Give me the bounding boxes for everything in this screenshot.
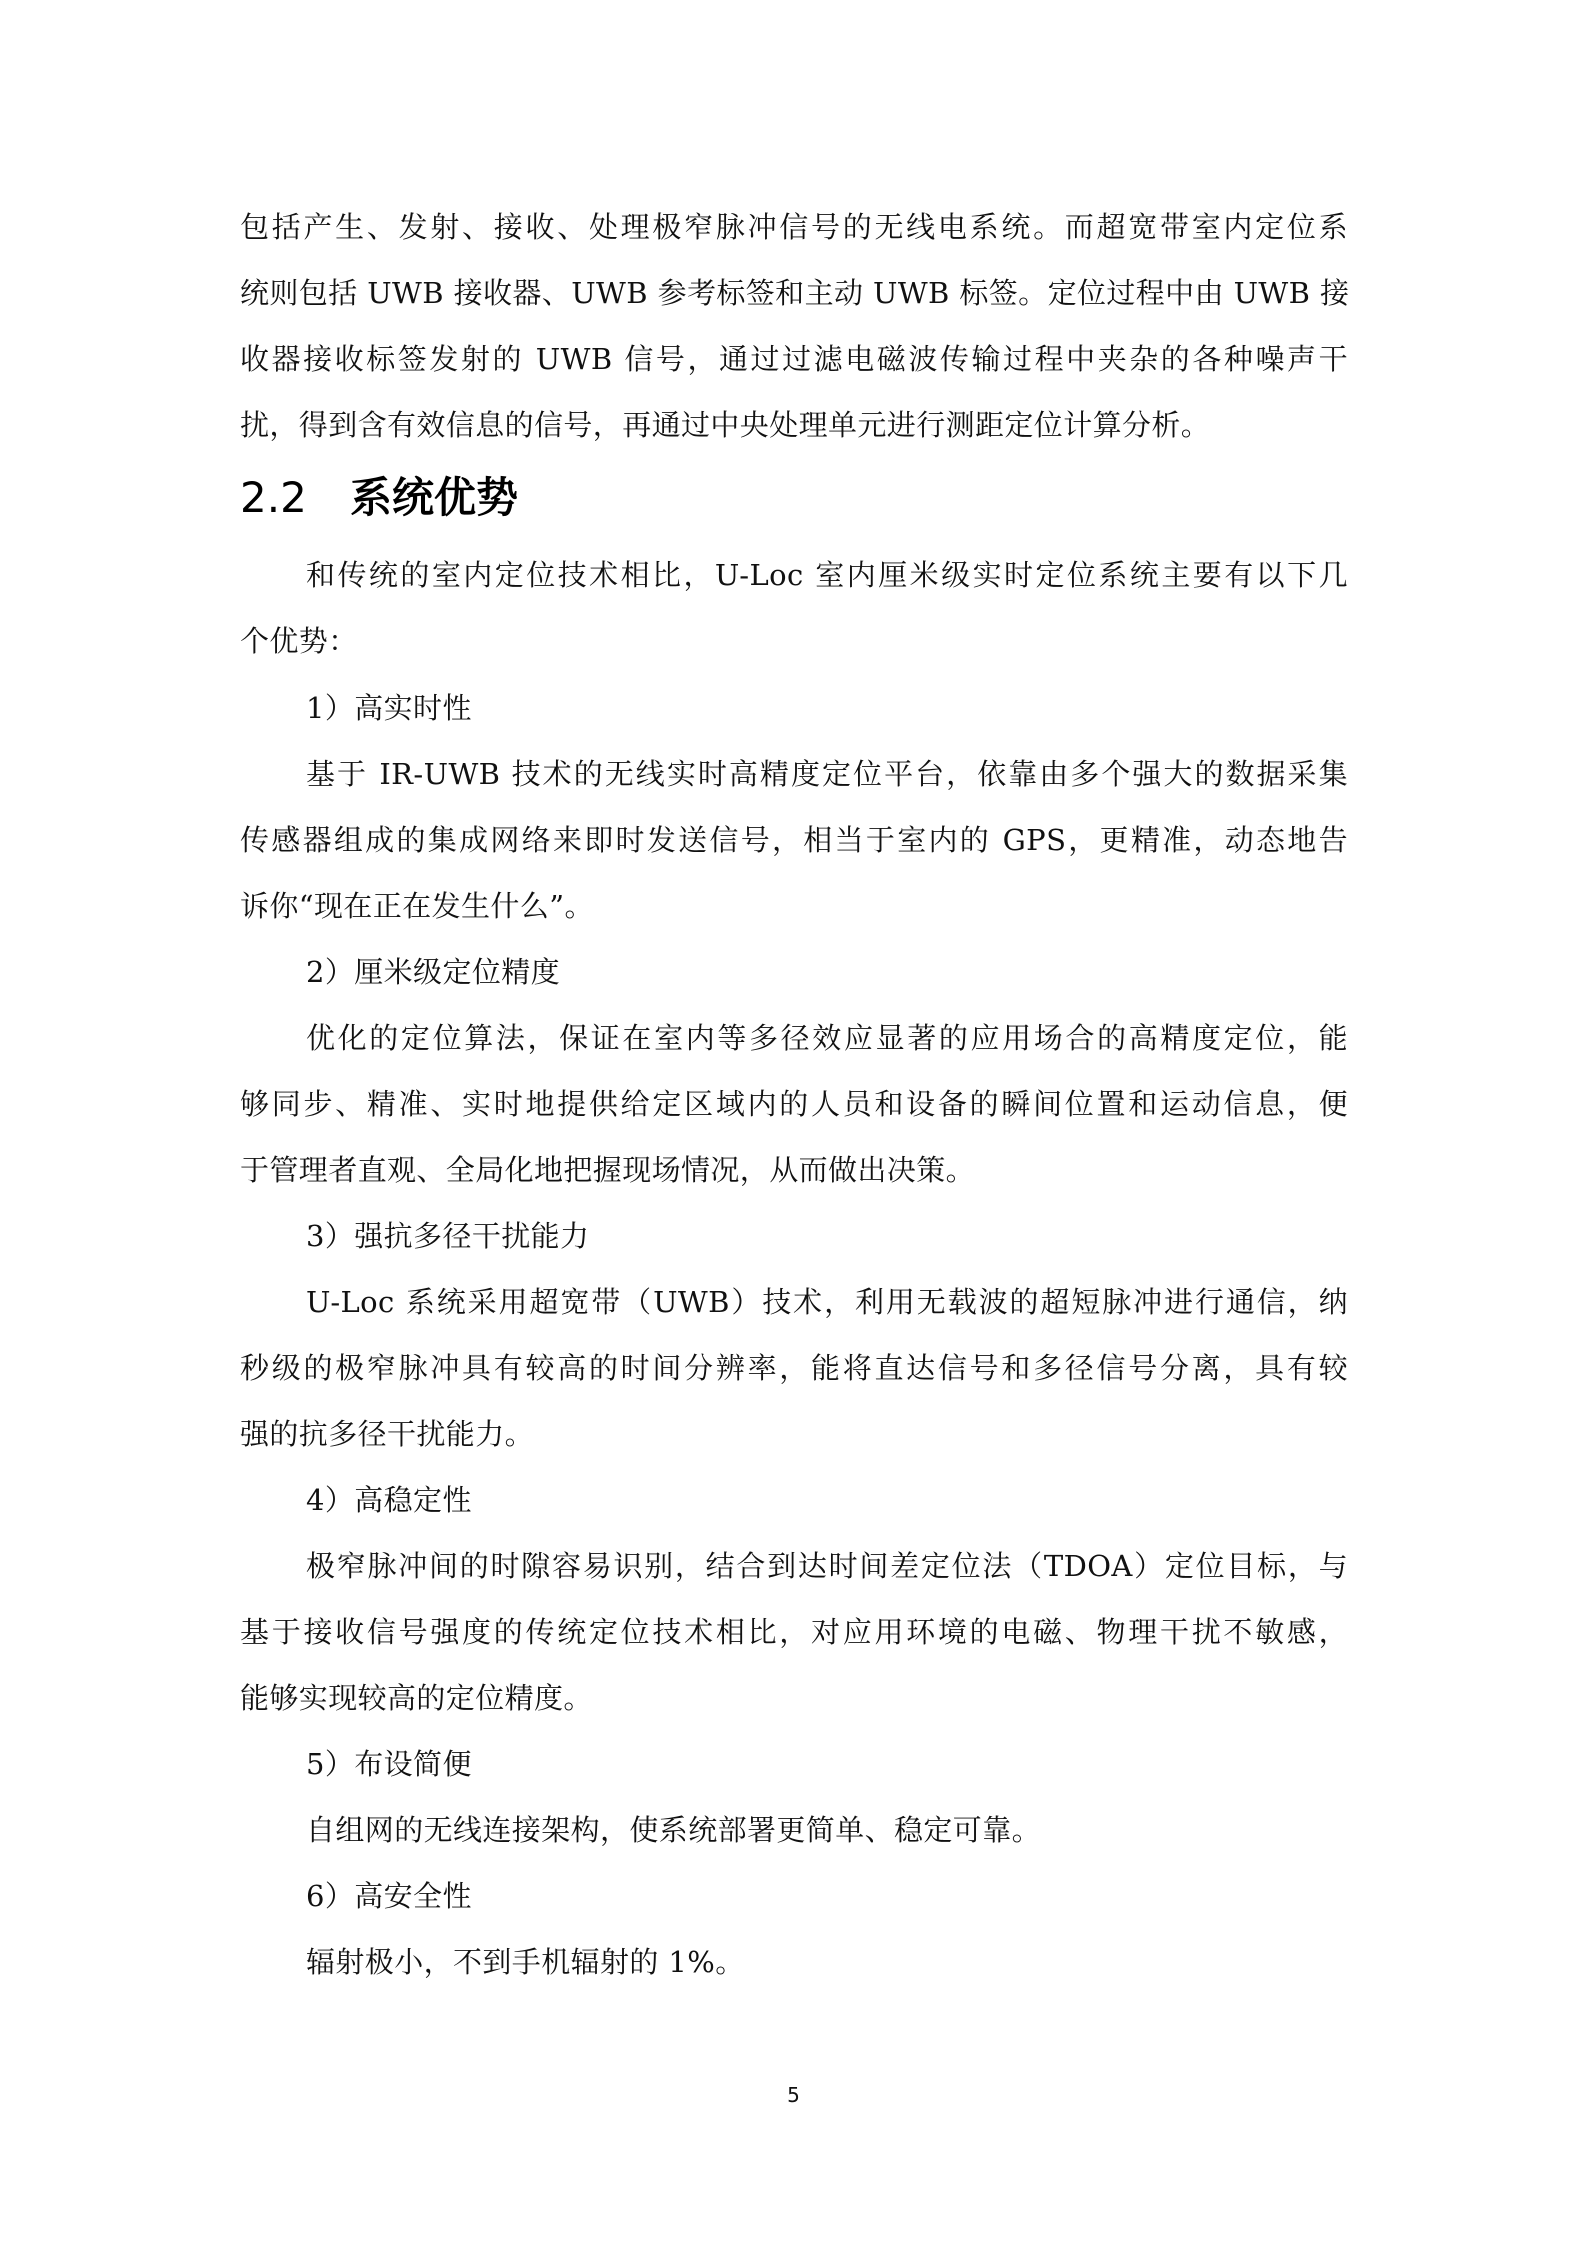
paragraph-line: 个优势： bbox=[240, 624, 358, 658]
paragraph-line: 收器接收标签发射的 UWB 信号，通过过滤电磁波传输过程中夹杂的各种噪声干 bbox=[240, 342, 1348, 376]
advantage-label: 3）强抗多径干扰能力 bbox=[306, 1219, 590, 1253]
section-number: 2.2 bbox=[240, 473, 307, 522]
paragraph-line: 于管理者直观、全局化地把握现场情况，从而做出决策。 bbox=[240, 1153, 976, 1187]
paragraph-line: 扰，得到含有效信息的信号，再通过中央处理单元进行测距定位计算分析。 bbox=[240, 408, 1211, 442]
advantage-label: 4）高稳定性 bbox=[306, 1483, 472, 1517]
paragraph-line: 基于 IR-UWB 技术的无线实时高精度定位平台，依靠由多个强大的数据采集 bbox=[306, 757, 1348, 791]
paragraph-line: 基于接收信号强度的传统定位技术相比，对应用环境的电磁、物理干扰不敏感， bbox=[240, 1615, 1348, 1649]
paragraph-line: 传感器组成的集成网络来即时发送信号，相当于室内的 GPS，更精准，动态地告 bbox=[240, 823, 1348, 857]
advantage-label: 1）高实时性 bbox=[306, 691, 472, 725]
advantage-label: 6）高安全性 bbox=[306, 1879, 472, 1913]
paragraph-line: 够同步、精准、实时地提供给定区域内的人员和设备的瞬间位置和运动信息，便 bbox=[240, 1087, 1348, 1121]
paragraph-line: 能够实现较高的定位精度。 bbox=[240, 1681, 593, 1715]
section-heading bbox=[240, 470, 518, 526]
paragraph-line: 秒级的极窄脉冲具有较高的时间分辨率，能将直达信号和多径信号分离，具有较 bbox=[240, 1351, 1348, 1385]
advantage-label: 2）厘米级定位精度 bbox=[306, 955, 561, 989]
paragraph-line: 优化的定位算法，保证在室内等多径效应显著的应用场合的高精度定位，能 bbox=[306, 1021, 1348, 1055]
paragraph-line: U-Loc 系统采用超宽带（UWB）技术，利用无载波的超短脉冲进行通信，纳 bbox=[306, 1285, 1348, 1319]
paragraph-line: 诉你“现在正在发生什么”。 bbox=[240, 889, 594, 923]
paragraph-line: 统则包括 UWB 接收器、UWB 参考标签和主动 UWB 标签。定位过程中由 UWB 接 bbox=[240, 276, 1350, 310]
page-number: 5 bbox=[787, 2083, 800, 2107]
paragraph-line: 包括产生、发射、接收、处理极窄脉冲信号的无线电系统。而超宽带室内定位系 bbox=[240, 210, 1348, 244]
paragraph-line: 辐射极小，不到手机辐射的 1%。 bbox=[306, 1945, 745, 1979]
section-title: 系统优势 bbox=[350, 473, 519, 522]
advantage-label: 5）布设简便 bbox=[306, 1747, 472, 1781]
paragraph-line: 极窄脉冲间的时隙容易识别，结合到达时间差定位法（TDOA）定位目标，与 bbox=[306, 1549, 1348, 1583]
paragraph-line: 自组网的无线连接架构，使系统部署更简单、稳定可靠。 bbox=[306, 1813, 1042, 1847]
paragraph-line: 强的抗多径干扰能力。 bbox=[240, 1417, 535, 1451]
paragraph-line: 和传统的室内定位技术相比，U-Loc 室内厘米级实时定位系统主要有以下几 bbox=[306, 558, 1348, 592]
